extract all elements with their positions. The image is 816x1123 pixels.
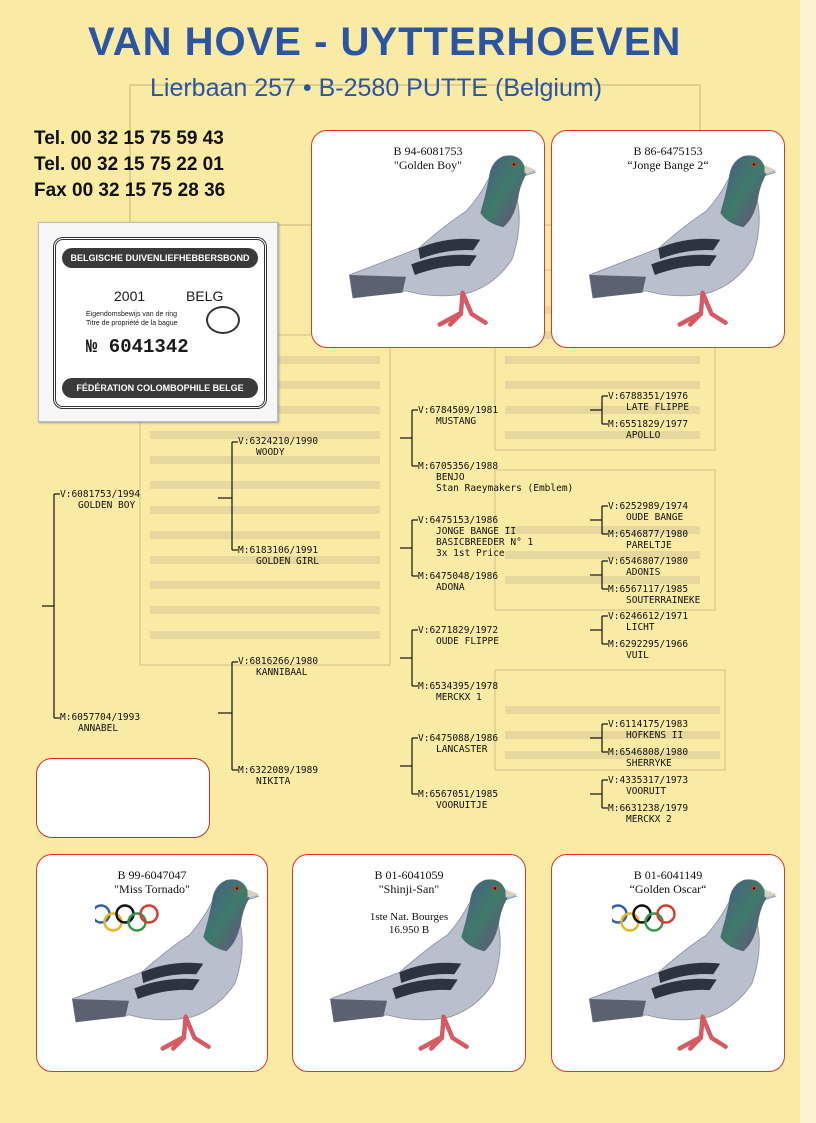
bird-name: MUSTANG bbox=[436, 416, 477, 427]
pedigree-sire-dam bbox=[238, 545, 319, 567]
bird-name: JONGE BANGE II bbox=[436, 526, 517, 537]
ring-number: M:6546808/1980 bbox=[608, 747, 689, 758]
bird-name: LATE FLIPPE bbox=[626, 402, 689, 413]
pedigree-dam bbox=[60, 712, 140, 734]
photo-ring-number: B 94-6081753 bbox=[393, 144, 463, 158]
bird-name: LANCASTER bbox=[436, 744, 488, 755]
bird-name: LICHT bbox=[626, 622, 655, 633]
ring-number: M:6475048/1986 bbox=[418, 571, 499, 582]
ring-number: V:6475088/1986 bbox=[418, 733, 499, 744]
ring-number: M:6551829/1977 bbox=[608, 419, 689, 430]
pedigree-g4-3 bbox=[608, 501, 688, 523]
property-line-fr: Titre de propriété de la bague bbox=[86, 320, 178, 327]
bird-name: VOORUIT bbox=[626, 786, 667, 797]
pedigree-g3-6 bbox=[418, 681, 498, 703]
pedigree-g4-4 bbox=[608, 529, 688, 551]
pedigree-g3-8 bbox=[418, 789, 498, 811]
bird-name: SOUTERRAINEKE bbox=[626, 595, 701, 606]
photo-bird-name: "Shinji-San" bbox=[378, 882, 440, 896]
ring-number: V:6324210/1990 bbox=[238, 436, 319, 447]
pedigree-g4-12 bbox=[608, 803, 688, 825]
ring-number: M:6322089/1989 bbox=[238, 765, 319, 776]
pedigree-dam-sire bbox=[238, 656, 318, 678]
photo-bird-name: "Miss Tornado" bbox=[114, 882, 190, 896]
pedigree-g4-6 bbox=[608, 584, 700, 606]
bird-name: BENJO bbox=[436, 472, 465, 483]
ring-number: V:6784509/1981 bbox=[418, 405, 499, 416]
bird-name: MERCKX 2 bbox=[626, 814, 672, 825]
bird-name: GOLDEN BOY bbox=[78, 500, 136, 511]
pedigree-dam-dam bbox=[238, 765, 318, 787]
bird-name: ANNABEL bbox=[78, 723, 119, 734]
bird-name: HOFKENS II bbox=[626, 730, 684, 741]
bird-name: WOODY bbox=[256, 447, 285, 458]
certificate-top-band: BELGISCHE DUIVENLIEFHEBBERSBOND bbox=[62, 248, 258, 268]
pedigree-g3-3 bbox=[418, 515, 533, 559]
ring-number: V:6081753/1994 bbox=[60, 489, 141, 500]
breeder-name-title: VAN HOVE - UYTTERHOEVEN bbox=[88, 20, 682, 64]
pedigree-g3-5 bbox=[418, 625, 499, 647]
ring-number: M:6567051/1985 bbox=[418, 789, 499, 800]
ring-number: V:4335317/1973 bbox=[608, 775, 689, 786]
certificate-number: № 6041342 bbox=[86, 336, 189, 358]
photo-ring-number: B 86-6475153 bbox=[633, 144, 703, 158]
bird-name: OUDE FLIPPE bbox=[436, 636, 499, 647]
bird-name: PARELTJE bbox=[626, 540, 672, 551]
bird-name: MERCKX 1 bbox=[436, 692, 482, 703]
bird-note: Stan Raeymakers (Emblem) bbox=[436, 483, 574, 494]
bird-name: ADONA bbox=[436, 582, 465, 593]
pedigree-g3-2 bbox=[418, 461, 573, 494]
pedigree-g4-11 bbox=[608, 775, 688, 797]
ring-number: M:6546877/1980 bbox=[608, 529, 689, 540]
ring-number: V:6546807/1980 bbox=[608, 556, 689, 567]
pedigree-g3-4 bbox=[418, 571, 498, 593]
pedigree-g4-10 bbox=[608, 747, 688, 769]
certificate-year: 2001 bbox=[114, 288, 146, 304]
bird-name: SHERRYKE bbox=[626, 758, 672, 769]
ring-number: M:6631238/1979 bbox=[608, 803, 689, 814]
bird-name: OUDE BANGE bbox=[626, 512, 684, 523]
bird-name: GOLDEN GIRL bbox=[256, 556, 319, 567]
photo-bird-name: “Jonge Bange 2“ bbox=[627, 158, 709, 172]
pedigree-g4-9 bbox=[608, 719, 688, 741]
bird-name: VUIL bbox=[626, 650, 649, 661]
certificate-country: BELG bbox=[186, 288, 224, 304]
ring-number: M:6705356/1988 bbox=[418, 461, 499, 472]
photo-bird-name: "Golden Boy" bbox=[393, 158, 463, 172]
bird-name: KANNIBAAL bbox=[256, 667, 308, 678]
photo-ring-number: B 99-6047047 bbox=[117, 868, 187, 882]
pedigree-g4-8 bbox=[608, 639, 688, 661]
phone-2: Tel. 00 32 15 75 22 01 bbox=[34, 154, 224, 175]
ring-number: V:6475153/1986 bbox=[418, 515, 499, 526]
breeder-address: Lierbaan 257 • B-2580 PUTTE (Belgium) bbox=[150, 74, 603, 102]
ring-number: V:6788351/1976 bbox=[608, 391, 689, 402]
ring-number: V:6114175/1983 bbox=[608, 719, 689, 730]
pedigree-g4-5 bbox=[608, 556, 688, 578]
property-line-nl: Eigendomsbewijs van de ring bbox=[86, 311, 178, 318]
photo-bird-name: “Golden Oscar“ bbox=[629, 882, 707, 896]
ring-number: M:6183106/1991 bbox=[238, 545, 319, 556]
ring-number: V:6271829/1972 bbox=[418, 625, 499, 636]
bird-name: ADONIS bbox=[626, 567, 661, 578]
ring-number: M:6534395/1978 bbox=[418, 681, 499, 692]
ring-number: V:6816266/1980 bbox=[238, 656, 319, 667]
photo-achievement: 1ste Nat. Bourges bbox=[369, 911, 449, 923]
pedigree-sire bbox=[60, 489, 140, 511]
pedigree-sire-sire bbox=[238, 436, 318, 458]
phone-1: Tel. 00 32 15 75 59 43 bbox=[34, 128, 224, 149]
ring-number: V:6252989/1974 bbox=[608, 501, 689, 512]
photo-ring-number: B 01-6041149 bbox=[633, 868, 703, 882]
pedigree-g4-2 bbox=[608, 419, 688, 441]
photo-achievement-count: 16.950 B bbox=[388, 924, 430, 936]
pedigree-g4-1 bbox=[608, 391, 689, 413]
ring-number: V:6246612/1971 bbox=[608, 611, 689, 622]
certificate-bottom-band: FÉDÉRATION COLOMBOPHILE BELGE bbox=[62, 378, 258, 398]
ring-number: M:6567117/1985 bbox=[608, 584, 689, 595]
bird-name: NIKITA bbox=[256, 776, 291, 787]
fax: Fax 00 32 15 75 28 36 bbox=[34, 180, 226, 201]
bird-note: BASICBREEDER N° 1 bbox=[436, 537, 534, 548]
photo-ring-number: B 01-6041059 bbox=[374, 868, 444, 882]
pedigree-g3-7 bbox=[418, 733, 498, 755]
ring-number: M:6057704/1993 bbox=[60, 712, 141, 723]
ring-number: M:6292295/1966 bbox=[608, 639, 689, 650]
pedigree-g4-7 bbox=[608, 611, 688, 633]
bird-name: APOLLO bbox=[626, 430, 661, 441]
bird-note: 3x 1st Price bbox=[436, 548, 505, 559]
pedigree-g3-1 bbox=[418, 405, 498, 427]
bird-name: VOORUITJE bbox=[436, 800, 488, 811]
